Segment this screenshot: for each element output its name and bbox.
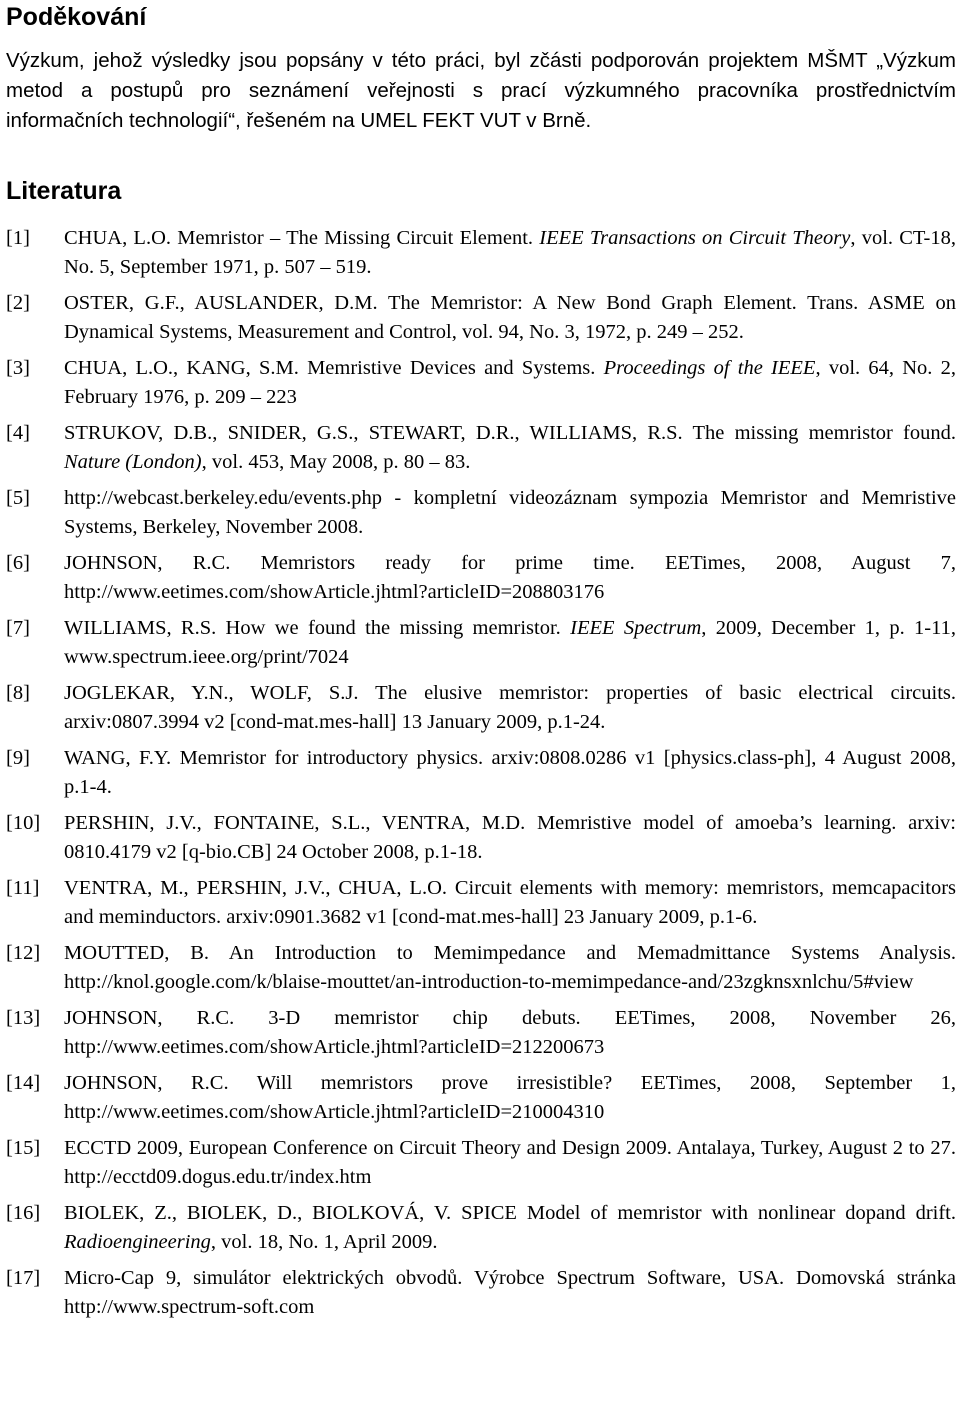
reference-number: [2]: [6, 292, 30, 314]
reference-text: BIOLEK, Z., BIOLEK, D., BIOLKOVÁ, V. SPICE Model of memristor with nonlinear dopand drift.: [64, 1202, 956, 1224]
reference-number: [13]: [6, 1007, 41, 1029]
reference-source: Radioengineering: [64, 1230, 211, 1253]
reference-number: [6]: [6, 552, 30, 574]
reference-item-3: [6, 354, 956, 411]
reference-number: [14]: [6, 1072, 41, 1094]
reference-text: CHUA, L.O., KANG, S.M. Memristive Devices and Systems.: [64, 357, 604, 379]
reference-item-6: [6, 549, 956, 606]
reference-item-12: [6, 939, 956, 996]
reference-text: JOHNSON, R.C. Memristors ready for prime time. EETimes, 2008, August 7, http://www.eetimes.com/showArticle.jhtml?articleID=208803176: [64, 552, 956, 603]
reference-text: OSTER, G.F., AUSLANDER, D.M. The Memristor: A New Bond Graph Element. Trans. ASME on Dynamical Systems, Measurement and Control, vol. 94, No. 3, 1972, p. 249 – 252.: [64, 292, 956, 343]
reference-item-4: [6, 419, 956, 476]
reference-number: [3]: [6, 357, 30, 379]
reference-number: [10]: [6, 812, 41, 834]
reference-text: WILLIAMS, R.S. How we found the missing memristor.: [64, 617, 571, 639]
reference-item-8: [6, 679, 956, 736]
reference-text: JOHNSON, R.C. 3-D memristor chip debuts. EETimes, 2008, November 26, http://www.eetimes.com/showArticle.jhtml?articleID=212200673: [64, 1007, 956, 1058]
reference-item-15: [6, 1134, 956, 1191]
reference-details: , vol. 18, No. 1, April 2009.: [210, 1230, 438, 1253]
reference-text: http://webcast.berkeley.edu/events.php - kompletní videozáznam sympozia Memristor and Memristive Systems, Berkeley, November 2008.: [64, 487, 956, 538]
document-page: [6, 0, 956, 1329]
reference-text: JOHNSON, R.C. Will memristors prove irresistible? EETimes, 2008, September 1, http://www.eetimes.com/showArticle.jhtml?articleID=210004310: [64, 1072, 956, 1123]
reference-item-7: [6, 614, 956, 671]
reference-source: Proceedings of the IEEE: [603, 357, 816, 379]
reference-item-5: [6, 484, 956, 541]
reference-details: , 2009, December 1, p. 1-11, www.spectrum.ieee.org/print/7024: [64, 617, 956, 668]
acknowledgement-text: Výzkum, jehož výsledky jsou popsány v této práci, byl zčásti podporován projektem MŠMT „Výzkum metod a postupů pro seznámení veřejnosti s prací výzkumného pracovníka prostřednictvím informačních technologií“, řešeném na UMEL FEKT VUT v Brně.: [6, 49, 956, 132]
literature-heading: Literatura: [6, 177, 122, 205]
reference-text: JOGLEKAR, Y.N., WOLF, S.J. The elusive memristor: properties of basic electrical circuits. arxiv:0807.3994 v2 [cond-mat.mes-hall] 13 January 2009, p.1-24.: [64, 682, 956, 733]
reference-source: Nature (London): [64, 450, 202, 473]
reference-text: STRUKOV, D.B., SNIDER, G.S., STEWART, D.R., WILLIAMS, R.S. The missing memristor found.: [64, 422, 956, 444]
reference-item-9: [6, 744, 956, 801]
reference-source: IEEE Transactions on Circuit Theory: [539, 227, 851, 249]
reference-number: [9]: [6, 747, 30, 769]
acknowledgement-heading: Poděkování: [6, 3, 147, 31]
reference-source: IEEE Spectrum: [570, 617, 702, 639]
reference-number: [17]: [6, 1267, 41, 1289]
reference-item-16: [6, 1199, 956, 1256]
reference-item-13: [6, 1004, 956, 1061]
reference-number: [16]: [6, 1202, 41, 1224]
reference-item-10: [6, 809, 956, 866]
reference-item-17: [6, 1264, 956, 1321]
reference-item-14: [6, 1069, 956, 1126]
reference-number: [4]: [6, 422, 30, 444]
reference-number: [15]: [6, 1137, 41, 1159]
reference-number: [8]: [6, 682, 30, 704]
reference-number: [12]: [6, 942, 41, 964]
reference-text: CHUA, L.O. Memristor – The Missing Circuit Element.: [64, 227, 540, 249]
reference-number: [1]: [6, 227, 30, 249]
reference-text: MOUTTED, B. An Introduction to Memimpedance and Memadmittance Systems Analysis. http://knol.google.com/k/blaise-mouttet/an-introduction-to-memimpedance-and/23zgknsxnlchu/5#view: [64, 942, 956, 993]
reference-number: [11]: [6, 877, 40, 899]
reference-item-11: [6, 874, 956, 931]
reference-item-2: [6, 289, 956, 346]
reference-details: , vol. 453, May 2008, p. 80 – 83.: [201, 450, 471, 473]
reference-list: [6, 224, 956, 1321]
reference-text: VENTRA, M., PERSHIN, J.V., CHUA, L.O. Circuit elements with memory: memristors, memcapacitors and meminductors. arxiv:0901.3682 v1 [cond-mat.mes-hall] 23 January 2009, p.1-6.: [64, 877, 956, 928]
reference-text: ECCTD 2009, European Conference on Circuit Theory and Design 2009. Antalaya, Turkey, August 2 to 27. http://ecctd09.dogus.edu.tr/index.htm: [64, 1137, 956, 1188]
reference-text: WANG, F.Y. Memristor for introductory physics. arxiv:0808.0286 v1 [physics.class-ph], 4 August 2008, p.1-4.: [64, 747, 956, 798]
reference-text: Micro-Cap 9, simulátor elektrických obvodů. Výrobce Spectrum Software, USA. Domovská stránka http://www.spectrum-soft.com: [64, 1267, 956, 1318]
reference-details: , vol. CT-18, No. 5, September 1971, p. 507 – 519.: [64, 227, 956, 278]
reference-item-1: [6, 224, 956, 281]
reference-text: PERSHIN, J.V., FONTAINE, S.L., VENTRA, M.D. Memristive model of amoeba’s learning. arxiv: 0810.4179 v2 [q-bio.CB] 24 October 2008, p.1-18.: [64, 812, 956, 863]
reference-details: , vol. 64, No. 2, February 1976, p. 209 – 223: [64, 357, 957, 408]
reference-number: [7]: [6, 617, 30, 639]
reference-number: [5]: [6, 487, 30, 509]
